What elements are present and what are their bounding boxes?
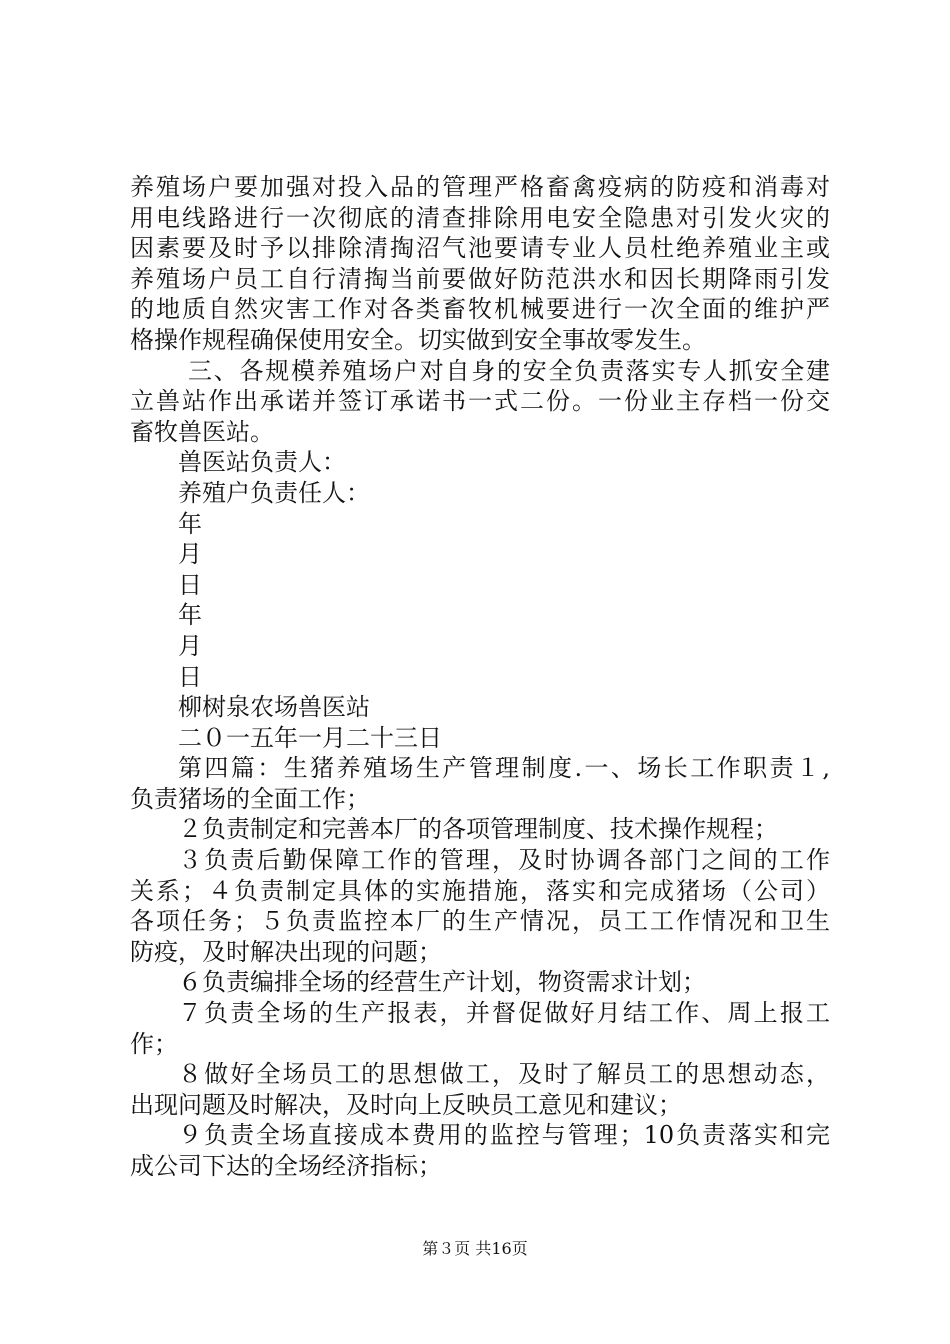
text-line: 各项任务；５负责监控本厂的生产情况，员工工作情况和卫生 [130,907,830,936]
text-line: 关系；４负责制定具体的实施措施，落实和完成猪场（公司） [130,876,830,905]
text-line: 立兽站作出承诺并签订承诺书一式二份。一份业主存档一份交 [130,387,830,416]
text-line: 日 [178,570,202,599]
page-footer: 第３页 共16页 [422,1239,528,1258]
text-line: 用电线路进行一次彻底的清查排除用电安全隐患对引发火灾的 [130,203,830,232]
text-line: ３负责后勤保障工作的管理，及时协调各部门之间的工作 [178,846,830,875]
text-line: 日 [178,662,202,691]
text-line: 养殖户负责任人： [178,478,370,507]
text-line: 月 [178,540,202,569]
text-line: 养殖场户要加强对投入品的管理严格畜禽疫病的防疫和消毒对 [130,173,830,201]
text-line: 成公司下达的全场经济指标； [130,1152,442,1180]
text-line: ７负责全场的生产报表，并督促做好月结工作、周上报工 [178,999,830,1028]
text-line: 畜牧兽医站。 [130,417,274,446]
text-line: 养殖场户员工自行清掏当前要做好防范洪水和因长期降雨引发 [130,264,830,293]
text-line: 的地质自然灾害工作对各类畜牧机械要进行一次全面的维护严 [130,295,830,324]
text-line: 第四篇：生猪养殖场生产管理制度.一、场长工作职责１, [178,754,830,783]
text-line: 二０一五年一月二十三日 [178,723,442,752]
text-line: 因素要及时予以排除清掏沼气池要请专业人员杜绝养殖业主或 [130,234,830,263]
text-line: 年 [178,601,202,630]
text-line: 兽医站负责人： [178,448,346,477]
text-line: ９负责全场直接成本费用的监控与管理；10负责落实和完 [178,1121,830,1150]
document-body [130,172,830,1182]
text-line: 格操作规程确保使用安全。切实做到安全事故零发生。 [130,325,706,354]
text-line: 三、各规模养殖场户对自身的安全负责落实专人抓安全建 [188,356,830,385]
text-line: ６负责编排全场的经营生产计划，物资需求计划； [178,968,706,997]
text-line: 作； [130,1029,178,1058]
text-line: ２负责制定和完善本厂的各项管理制度、技术操作规程； [178,815,778,844]
text-line: 年 [178,509,202,538]
text-line: 月 [178,631,202,660]
text-line: 负责猪场的全面工作； [130,784,370,813]
text-line: 防疫，及时解决出现的问题； [130,937,442,966]
text-line: 出现问题及时解决，及时向上反映员工意见和建议； [130,1090,682,1119]
text-line: 柳树泉农场兽医站 [178,693,370,722]
text-line: ８做好全场员工的思想做工，及时了解员工的思想动态， [178,1060,830,1089]
